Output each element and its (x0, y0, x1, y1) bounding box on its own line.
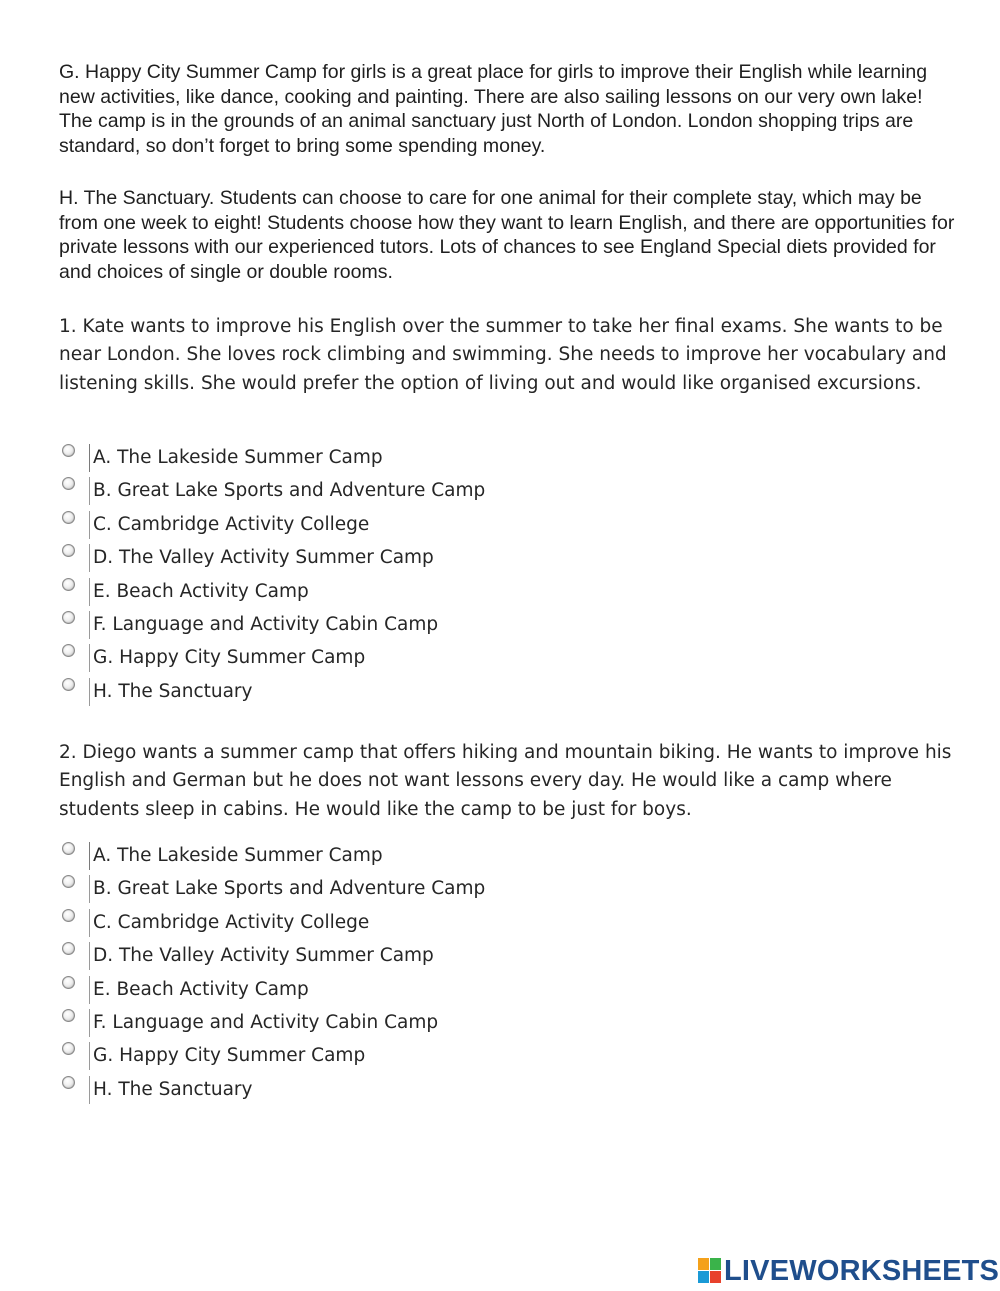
option-label: B. Great Lake Sports and Adventure Camp (89, 477, 485, 505)
logo-blocks-icon (698, 1258, 722, 1284)
option-label: G. Happy City Summer Camp (89, 1042, 365, 1070)
option-label: G. Happy City Summer Camp (89, 644, 365, 672)
q2-option-h[interactable] (59, 1072, 759, 1105)
radio-button[interactable] (62, 942, 75, 955)
q1-option-g[interactable] (59, 640, 759, 673)
option-label: A. The Lakeside Summer Camp (89, 842, 383, 870)
liveworksheets-logo (698, 1256, 999, 1286)
q1-option-f[interactable] (59, 607, 759, 640)
q2-option-c[interactable] (59, 905, 759, 938)
option-label: E. Beach Activity Camp (89, 578, 309, 606)
option-label: A. The Lakeside Summer Camp (89, 444, 383, 472)
q1-option-e[interactable] (59, 574, 759, 607)
option-label: F. Language and Activity Cabin Camp (89, 1009, 438, 1037)
option-label: F. Language and Activity Cabin Camp (89, 611, 438, 639)
radio-button[interactable] (62, 875, 75, 888)
q1-option-b[interactable] (59, 473, 759, 506)
q2-option-d[interactable] (59, 938, 759, 971)
logo-text: LIVEWORKSHEETS (724, 1255, 1000, 1287)
q2-option-a[interactable] (59, 838, 759, 871)
radio-button[interactable] (62, 1042, 75, 1055)
option-label: H. The Sanctuary (89, 678, 252, 706)
radio-button[interactable] (62, 611, 75, 624)
passage-sanctuary: H. The Sanctuary. Students can choose to care for one animal for their complete stay, which may be from one week to eight! Students choose how they want to learn English, and there are opportunities for private lessons with our experienced tutors. Lots of chances to see England Special diets provided for and choices of single or double rooms. (59, 187, 955, 284)
radio-button[interactable] (62, 678, 75, 691)
radio-button[interactable] (62, 511, 75, 524)
q1-option-a[interactable] (59, 440, 759, 473)
q2-option-e[interactable] (59, 972, 759, 1005)
option-label: B. Great Lake Sports and Adventure Camp (89, 875, 485, 903)
question-2-text: 2. Diego wants a summer camp that offers hiking and mountain biking. He wants to improve his English and German but he does not want lessons every day. He would like a camp where students sleep in cabins. He would like the camp to be just for boys. (59, 742, 952, 820)
radio-button[interactable] (62, 578, 75, 591)
q1-option-d[interactable] (59, 540, 759, 573)
question-1-text: 1. Kate wants to improve his English over the summer to take her final exams. She wants to be near London. She loves rock climbing and swimming. She needs to improve her vocabulary and listening skills. She would prefer the option of living out and would like organised excursions. (59, 316, 947, 394)
option-label: C. Cambridge Activity College (89, 909, 369, 937)
q1-option-h[interactable] (59, 674, 759, 707)
radio-button[interactable] (62, 909, 75, 922)
radio-button[interactable] (62, 1076, 75, 1089)
radio-button[interactable] (62, 1009, 75, 1022)
passage-happy-city: G. Happy City Summer Camp for girls is a great place for girls to improve their English while learning new activities, like dance, cooking and painting. There are also sailing lessons on our very own lake! The camp is in the grounds of an animal sanctuary just North of London. London shopping trips are standard, so don’t forget to bring some spending money. (59, 61, 928, 158)
question-2-options (59, 838, 759, 1105)
radio-button[interactable] (62, 444, 75, 457)
q2-option-g[interactable] (59, 1038, 759, 1071)
q1-option-c[interactable] (59, 507, 759, 540)
option-label: D. The Valley Activity Summer Camp (89, 942, 434, 970)
option-label: H. The Sanctuary (89, 1076, 252, 1104)
question-1-options (59, 440, 759, 707)
radio-button[interactable] (62, 644, 75, 657)
option-label: D. The Valley Activity Summer Camp (89, 544, 434, 572)
q2-option-b[interactable] (59, 871, 759, 904)
radio-button[interactable] (62, 842, 75, 855)
radio-button[interactable] (62, 976, 75, 989)
option-label: C. Cambridge Activity College (89, 511, 369, 539)
q2-option-f[interactable] (59, 1005, 759, 1038)
radio-button[interactable] (62, 477, 75, 490)
radio-button[interactable] (62, 544, 75, 557)
option-label: E. Beach Activity Camp (89, 976, 309, 1004)
